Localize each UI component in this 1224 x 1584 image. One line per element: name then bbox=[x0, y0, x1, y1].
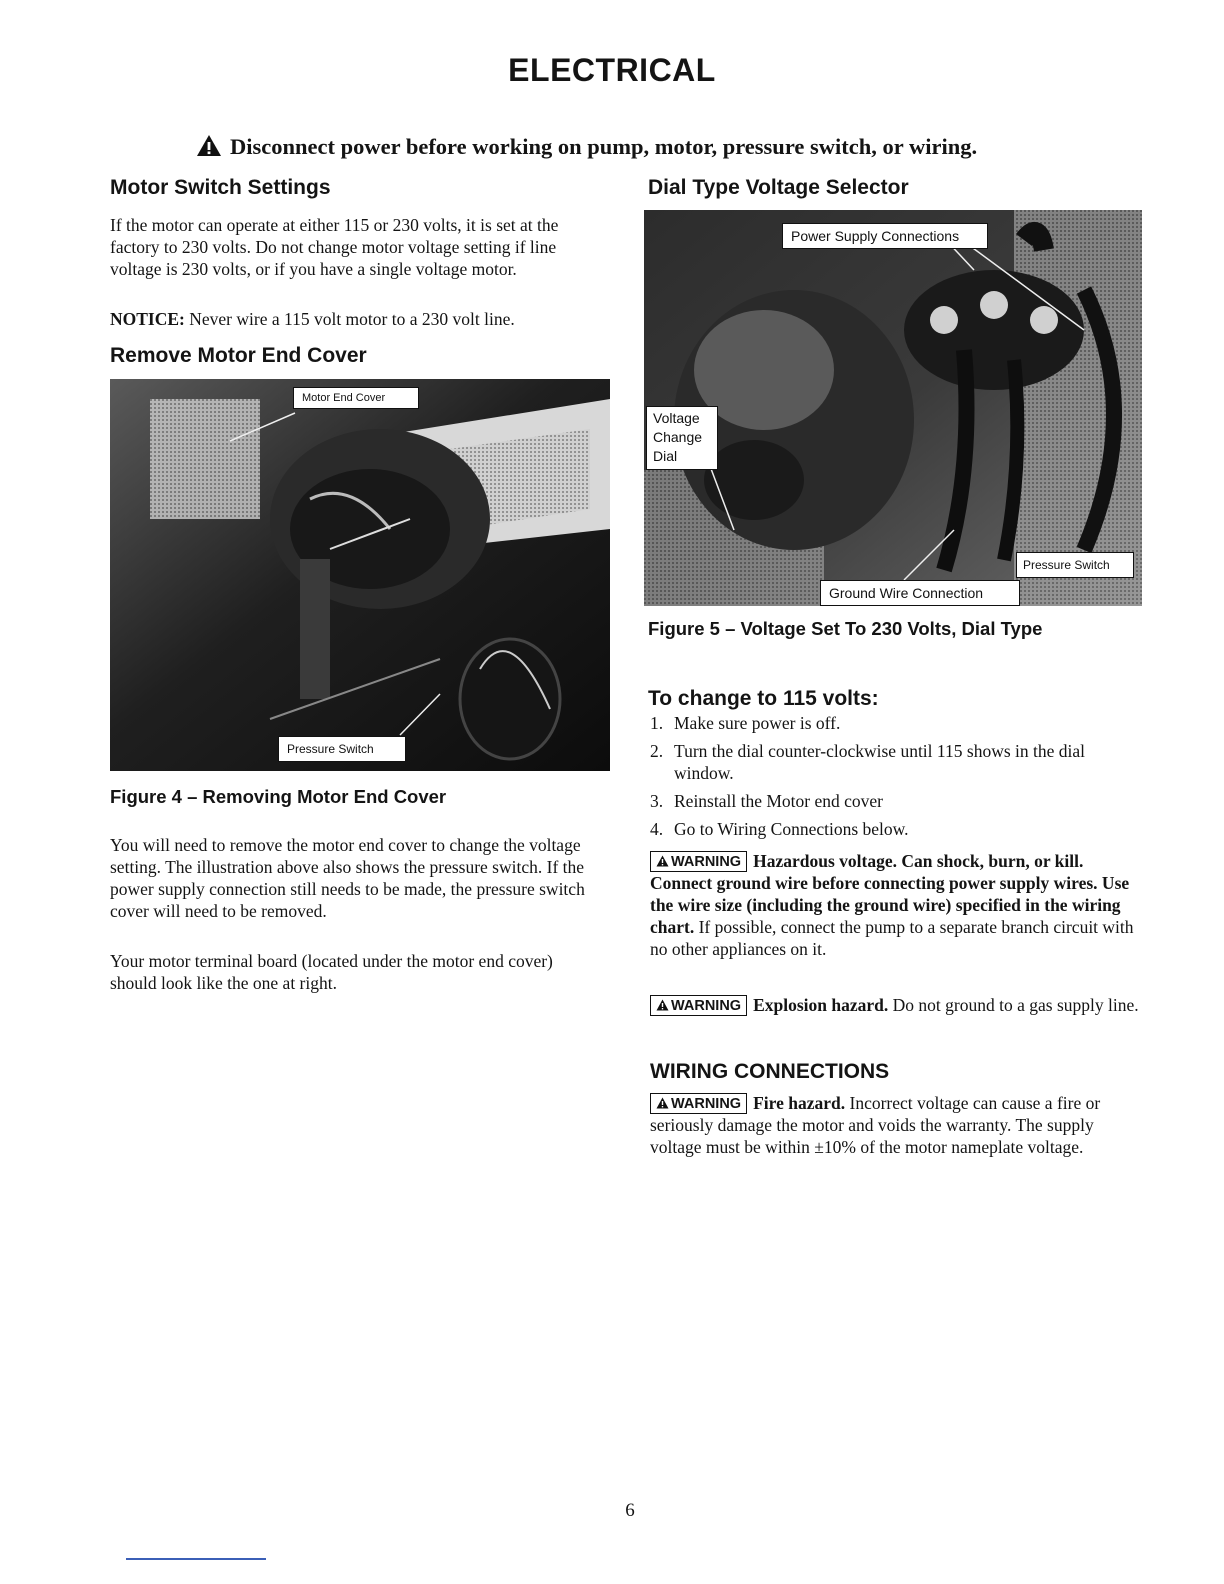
callout-voltage-dial bbox=[646, 406, 718, 470]
remove-cover-paragraph-1: You will need to remove the motor end cover to change the voltage setting. The illustration above also shows the pressure switch. If the power supply connection still needs to be made, the pressure switch cover will need to be removed. bbox=[110, 835, 585, 921]
warning-hazardous-voltage: WARNING Hazardous voltage. Can shock, burn, or kill. Connect ground wire before connecting power supply wires. Use the wire size (including the ground wire) specified in the wiring chart. If possible, connect the pump to a separate branch circuit with no other appliances on it. bbox=[650, 851, 1134, 959]
list-item: 1. Make sure power is off. bbox=[650, 713, 841, 733]
list-item: 3. Reinstall the Motor end cover bbox=[650, 791, 883, 811]
notice-text: Never wire a 115 volt motor to a 230 volt line. bbox=[184, 309, 515, 329]
warning-badge: WARNING bbox=[650, 1093, 747, 1114]
page-number: 6 bbox=[625, 1500, 635, 1521]
callout-voltage-dial-line-3: Dial bbox=[653, 448, 678, 464]
page-title: ELECTRICAL bbox=[508, 52, 716, 88]
warning-triangle-icon bbox=[656, 999, 669, 1011]
callout-pressure-switch-left: Pressure Switch bbox=[278, 736, 406, 762]
wiring-connections-heading: WIRING CONNECTIONS bbox=[650, 1060, 890, 1083]
callout-voltage-dial-line-2: Change bbox=[653, 429, 703, 445]
callout-voltage-dial-line-1: Voltage bbox=[653, 410, 700, 426]
warning-triangle-icon bbox=[656, 855, 669, 867]
notice-paragraph bbox=[110, 308, 610, 330]
warning-triangle-icon bbox=[196, 134, 222, 163]
motor-end-cover-photo bbox=[110, 379, 610, 771]
notice-label: NOTICE: bbox=[110, 309, 185, 329]
remove-cover-paragraph-2: Your motor terminal board (located under the motor end cover) should look like the one at right. bbox=[110, 951, 553, 993]
callout-motor-end-cover: Motor End Cover bbox=[293, 387, 419, 409]
remove-cover-heading: Remove Motor End Cover bbox=[110, 344, 367, 367]
warning-explosion: WARNING Explosion hazard. Do not ground to a gas supply line. bbox=[650, 994, 1148, 1016]
footer-rule bbox=[126, 1558, 266, 1560]
figure-5-caption: Figure 5 – Voltage Set To 230 Volts, Dial Type bbox=[648, 618, 1043, 639]
warning-triangle-icon bbox=[656, 1097, 669, 1109]
dial-selector-heading: Dial Type Voltage Selector bbox=[648, 176, 909, 199]
callout-pressure-switch-right: Pressure Switch bbox=[1016, 552, 1134, 578]
disconnect-notice bbox=[196, 134, 977, 163]
motor-switch-heading: Motor Switch Settings bbox=[110, 176, 331, 199]
warning-badge: WARNING bbox=[650, 851, 747, 872]
figure-4-caption: Figure 4 – Removing Motor End Cover bbox=[110, 786, 447, 807]
list-item: 2. Turn the dial counter-clockwise until 115 shows in the dial window. bbox=[650, 741, 1086, 783]
change-steps-list bbox=[650, 712, 1144, 846]
voltage-selector-photo bbox=[644, 210, 1142, 606]
change-to-115-heading: To change to 115 volts: bbox=[648, 687, 879, 710]
callout-power-supply: Power Supply Connections bbox=[782, 223, 988, 249]
callout-ground-wire: Ground Wire Connection bbox=[820, 580, 1020, 606]
motor-switch-paragraph: If the motor can operate at either 115 or 230 volts, it is set at the factory to 230 volts. Do not change motor voltage setting if line voltage is 230 volts, or if you have a single voltage motor. bbox=[110, 215, 559, 279]
warning-fire-hazard: WARNING Fire hazard. Incorrect voltage can cause a fire or seriously damage the motor and voids the warranty. The supply voltage must be within ±10% of the motor nameplate voltage. bbox=[650, 1093, 1101, 1157]
list-item: 4. Go to Wiring Connections below. bbox=[650, 819, 909, 839]
warning-badge: WARNING bbox=[650, 995, 747, 1016]
disconnect-notice-text: Disconnect power before working on pump, motor, pressure switch, or wiring. bbox=[230, 134, 978, 159]
